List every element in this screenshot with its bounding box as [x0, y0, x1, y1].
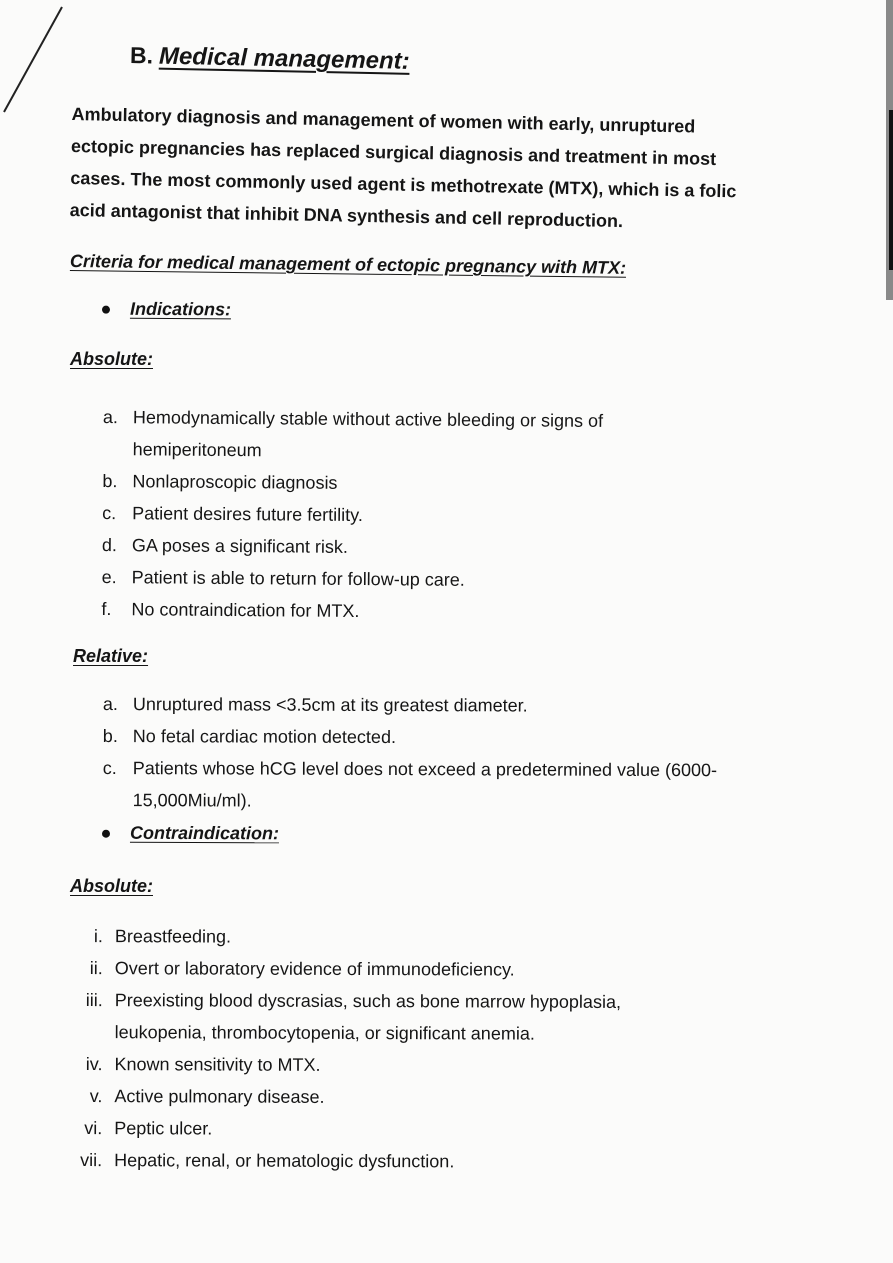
list-item	[103, 752, 803, 818]
list-marker: d.	[101, 534, 117, 556]
list-marker: a.	[102, 693, 118, 715]
intro-paragraph	[69, 98, 791, 240]
list-item	[101, 593, 721, 630]
intro-line: Ambulatory diagnosis and management of women with early, unruptured	[71, 103, 696, 137]
list-item-text: Breastfeeding.	[114, 926, 232, 947]
list-item-text: Active pulmonary disease.	[114, 1086, 325, 1107]
list-item-text: No contraindication for MTX.	[131, 599, 360, 622]
list-item-text: Peptic ulcer.	[114, 1118, 213, 1139]
list-item-text: Hemodynamically stable without active bleeding or signs of hemiperitoneum	[132, 407, 604, 461]
bullet-icon	[102, 829, 110, 837]
contraindication-absolute-heading: Absolute:	[70, 876, 153, 896]
list-item-text: Patient desires future fertility.	[132, 503, 363, 526]
list-marker: b.	[102, 725, 118, 747]
indications-relative-list	[103, 688, 803, 818]
list-item-text: No fetal cardiac motion detected.	[132, 726, 397, 748]
indications-heading	[100, 299, 231, 321]
list-item-text: Nonlaproscopic diagnosis	[132, 471, 338, 493]
list-marker: c.	[102, 757, 117, 779]
list-marker: a.	[102, 406, 118, 428]
indications-absolute-list	[101, 401, 723, 630]
list-item	[102, 401, 722, 470]
list-marker: ii.	[89, 958, 103, 979]
criteria-heading: Criteria for medical management of ectopic pregnancy with MTX:	[69, 251, 627, 278]
list-item-text: Known sensitivity to MTX.	[114, 1054, 321, 1075]
corner-slash-line	[0, 0, 70, 120]
list-item-text: Hepatic, renal, or hematologic dysfunction.	[114, 1150, 455, 1172]
indications-label: Indications:	[129, 298, 232, 320]
list-item	[102, 465, 722, 502]
list-item	[72, 1112, 772, 1146]
list-item-text: GA poses a significant risk.	[131, 535, 349, 557]
list-marker: iii.	[85, 990, 103, 1011]
indications-absolute-heading: Absolute:	[70, 349, 153, 369]
list-item	[102, 497, 722, 534]
intro-line: acid antagonist that inhibit DNA synthesis and cell reproduction.	[69, 199, 624, 232]
list-item-text: Overt or laboratory evidence of immunodeficiency.	[114, 958, 515, 980]
list-item	[73, 952, 773, 986]
list-item-text: Patient is able to return for follow-up care.	[131, 567, 465, 590]
list-item	[101, 561, 721, 598]
list-marker: vii.	[80, 1150, 103, 1171]
list-item	[102, 529, 722, 566]
list-item	[73, 984, 773, 1050]
list-item	[103, 688, 803, 722]
list-marker: iv.	[85, 1054, 103, 1075]
list-marker: c.	[102, 502, 117, 524]
list-item	[103, 720, 803, 754]
list-marker: vi.	[84, 1118, 103, 1139]
contraindication-absolute-list	[72, 920, 773, 1178]
contraindication-label: Contraindication:	[129, 822, 280, 844]
indications-relative-heading: Relative:	[73, 646, 149, 666]
list-item	[72, 1048, 772, 1082]
title-prefix: B.	[129, 42, 154, 69]
list-marker: i.	[93, 926, 103, 947]
list-marker: e.	[101, 566, 117, 588]
contraindication-heading	[100, 823, 279, 845]
list-item	[72, 1080, 772, 1114]
intro-line: ectopic pregnancies has replaced surgical diagnosis and treatment in most	[70, 135, 717, 169]
scan-edge-dark-band	[889, 110, 893, 270]
list-item	[72, 1144, 772, 1178]
list-item-text: Patients whose hCG level does not exceed a predetermined value (6000-15,000Miu/ml).	[132, 758, 718, 811]
scan-edge-shadow	[879, 0, 893, 300]
bullet-icon	[102, 305, 110, 313]
list-item-text: Preexisting blood dyscrasias, such as bone marrow hypoplasia, leukopenia, thrombocytopenia, or significant anemia.	[114, 990, 622, 1044]
intro-line: cases. The most commonly used agent is methotrexate (MTX), which is a folic	[70, 167, 737, 202]
page-title	[130, 42, 410, 76]
list-marker: f.	[101, 598, 112, 620]
title-text: Medical management:	[158, 42, 410, 75]
list-marker: b.	[102, 470, 118, 492]
corner-slash-stroke	[4, 7, 62, 112]
list-item-text: Unruptured mass <3.5cm at its greatest diameter.	[132, 694, 528, 716]
list-marker: v.	[89, 1086, 103, 1107]
list-item	[73, 920, 773, 954]
